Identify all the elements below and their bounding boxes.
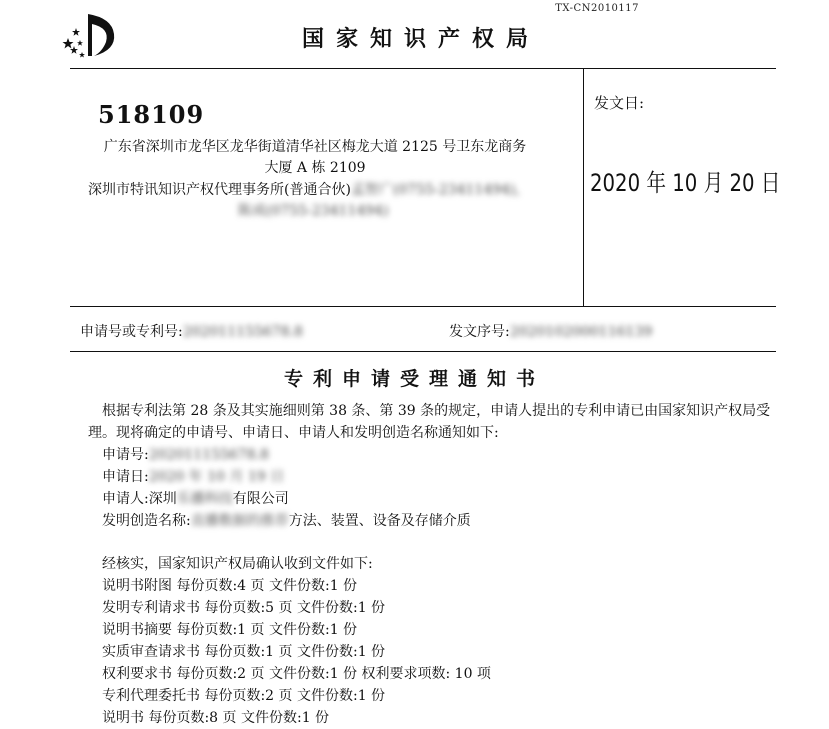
field-application-date: 申请日:2020 年 10 月 19 日	[102, 469, 285, 485]
field-application-number: 申请号:202011155678.8	[102, 447, 269, 463]
document-item: 说明书 每份页数:8 页 文件份数:1 份	[102, 710, 330, 726]
cnipa-logo-icon	[58, 10, 120, 60]
application-number-label: 申请号或专利号:	[80, 324, 183, 340]
agency-name: 深圳市特讯知识产权代理事务所(普通合伙)	[88, 182, 351, 198]
application-fields	[102, 444, 471, 532]
divider-vertical	[583, 68, 584, 306]
issue-serial-label: 发文序号:	[449, 324, 510, 340]
issue-date: 2020 年 10 月 20 日	[590, 169, 781, 197]
application-number-redacted: 202011155678.8	[182, 324, 303, 340]
agency-contact-2-redacted: 陈成(0755-23411494)	[238, 203, 389, 219]
recipient-address	[85, 137, 545, 179]
issue-date-label: 发文日:	[594, 94, 645, 112]
invention-redacted: 直播数据的推荐	[190, 513, 289, 529]
postal-code: 518109	[98, 100, 205, 129]
issue-serial-redacted: 2020102000116139	[509, 324, 653, 340]
field-applicant: 申请人:深圳乐播科技有限公司	[102, 491, 289, 507]
document-item: 说明书摘要 每份页数:1 页 文件份数:1 份	[102, 622, 358, 638]
agency-block	[88, 180, 520, 222]
agency-contact-redacted: 孟智广(0755-23411494),	[350, 182, 520, 198]
form-code: TX-CN2010117	[555, 3, 639, 14]
application-number-field	[80, 321, 303, 341]
confirm-line: 经核实，国家知识产权局确认收到文件如下:	[102, 556, 373, 572]
document-item: 发明专利请求书 每份页数:5 页 文件份数:1 份	[102, 600, 386, 616]
issue-serial-field	[449, 321, 652, 341]
document-item: 说明书附图 每份页数:4 页 文件份数:1 份	[102, 578, 358, 594]
document-item: 专利代理委托书 每份页数:2 页 文件份数:1 份	[102, 688, 386, 704]
document-item: 权利要求书 每份页数:2 页 文件份数:1 份 权利要求项数: 10 项	[102, 666, 491, 682]
divider-refs	[70, 351, 776, 352]
applicant-redacted: 乐播科技	[176, 491, 233, 507]
divider-middle	[70, 306, 776, 307]
app-number-redacted: 202011155678.8	[148, 447, 269, 463]
divider-top	[70, 68, 776, 69]
notice-title: 专利申请受理通知书	[283, 368, 545, 390]
field-invention-title: 发明创造名称:直播数据的推荐方法、装置、设备及存储介质	[102, 513, 471, 529]
received-documents	[102, 553, 491, 729]
app-date-redacted: 2020 年 10 月 19 日	[148, 469, 285, 485]
address-line-1: 广东省深圳市龙华区龙华街道清华社区梅龙大道 2125 号卫东龙商务	[103, 139, 527, 155]
office-name: 国家知识产权局	[302, 27, 541, 52]
document-item: 实质审查请求书 每份页数:1 页 文件份数:1 份	[102, 644, 386, 660]
address-line-2: 大厦 A 栋 2109	[264, 160, 366, 176]
notice-paragraph: 根据专利法第 28 条及其实施细则第 38 条、第 39 条的规定，申请人提出的专利申请已由国家知识产权局受理。现将确定的申请号、申请日、申请人和发明创造名称通知如下:	[88, 403, 771, 441]
